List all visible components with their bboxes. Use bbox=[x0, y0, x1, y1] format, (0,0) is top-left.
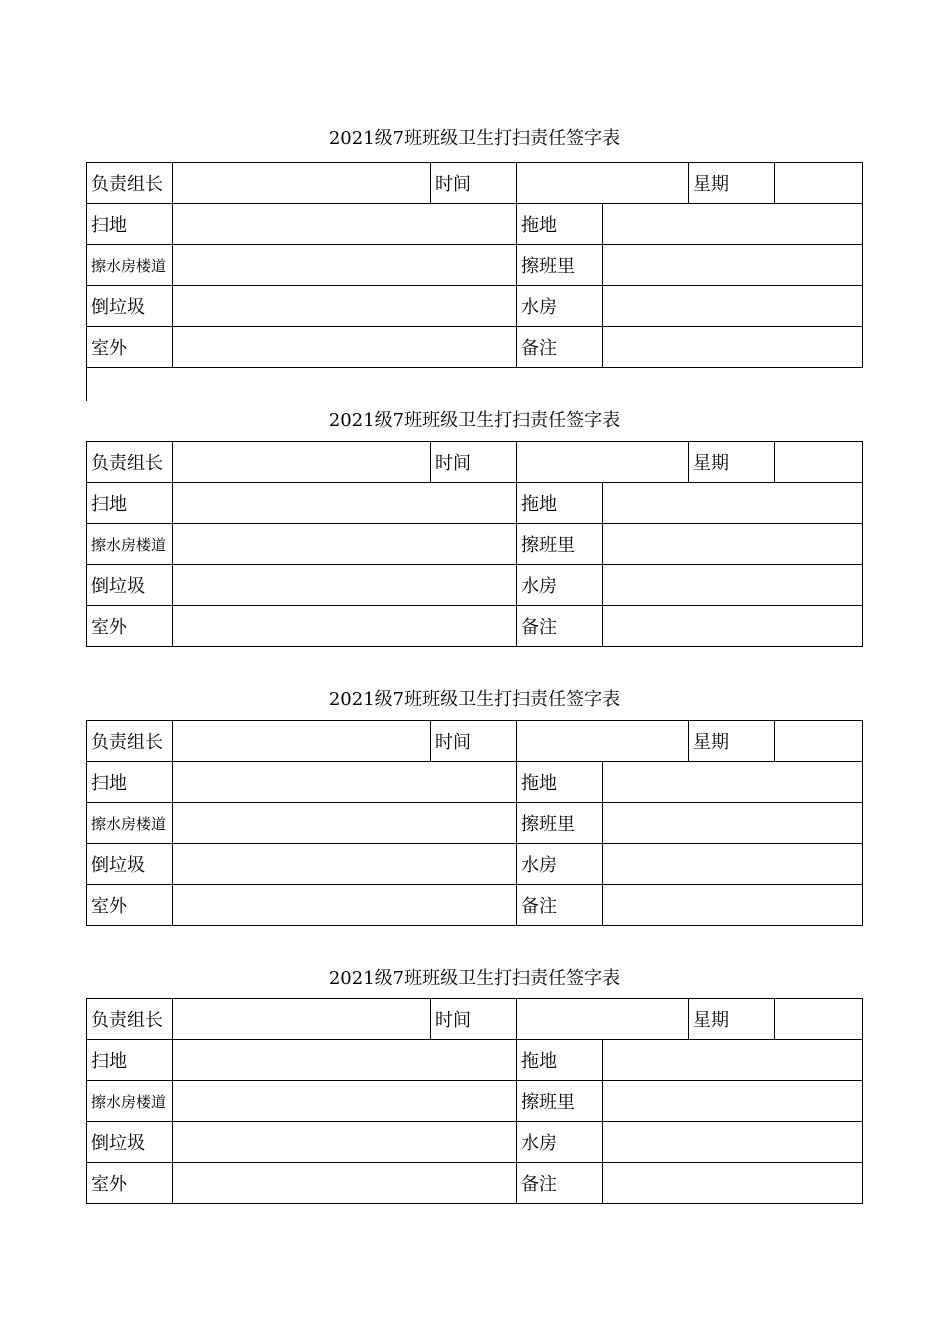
task-sign-cell[interactable] bbox=[173, 803, 517, 844]
task-sign-cell[interactable] bbox=[173, 1081, 517, 1122]
task-sign-cell[interactable] bbox=[173, 204, 517, 245]
table-row bbox=[87, 1081, 863, 1122]
weekday-value-cell[interactable] bbox=[775, 721, 863, 762]
task-sign-cell[interactable] bbox=[173, 1122, 517, 1163]
table-row bbox=[87, 286, 863, 327]
task-sign-cell[interactable] bbox=[173, 606, 517, 647]
table-row bbox=[87, 762, 863, 803]
task-label: 备注 bbox=[517, 327, 603, 368]
table-row bbox=[87, 1163, 863, 1204]
table-row bbox=[87, 204, 863, 245]
task-label: 扫地 bbox=[87, 1040, 173, 1081]
duty-sign-table bbox=[86, 162, 863, 368]
task-label: 扫地 bbox=[87, 483, 173, 524]
task-sign-cell[interactable] bbox=[173, 844, 517, 885]
table-row bbox=[87, 844, 863, 885]
task-sign-cell[interactable] bbox=[603, 1163, 863, 1204]
table-row bbox=[87, 163, 863, 204]
task-label: 拖地 bbox=[517, 762, 603, 803]
leader-value-cell[interactable] bbox=[173, 442, 431, 483]
table-row bbox=[87, 565, 863, 606]
task-label: 擦班里 bbox=[517, 1081, 603, 1122]
task-sign-cell[interactable] bbox=[173, 524, 517, 565]
duty-sign-table bbox=[86, 998, 863, 1204]
table-row bbox=[87, 327, 863, 368]
task-label: 擦班里 bbox=[517, 524, 603, 565]
task-sign-cell[interactable] bbox=[603, 327, 863, 368]
task-label: 室外 bbox=[87, 885, 173, 926]
task-label: 倒垃圾 bbox=[87, 565, 173, 606]
task-sign-cell[interactable] bbox=[603, 1122, 863, 1163]
sheet-title: 2021级7班班级卫生打扫责任签字表 bbox=[328, 410, 621, 431]
task-label: 拖地 bbox=[517, 204, 603, 245]
task-label: 倒垃圾 bbox=[87, 844, 173, 885]
task-label: 室外 bbox=[87, 606, 173, 647]
task-sign-cell[interactable] bbox=[173, 1040, 517, 1081]
leader-value-cell[interactable] bbox=[173, 999, 431, 1040]
time-value-cell[interactable] bbox=[517, 442, 689, 483]
task-label: 水房 bbox=[517, 1122, 603, 1163]
weekday-label: 星期 bbox=[689, 163, 775, 204]
leader-label: 负责组长 bbox=[87, 721, 173, 762]
task-label: 擦班里 bbox=[517, 245, 603, 286]
leader-label: 负责组长 bbox=[87, 163, 173, 204]
task-label: 水房 bbox=[517, 844, 603, 885]
task-sign-cell[interactable] bbox=[603, 565, 863, 606]
sheet-title: 2021级7班班级卫生打扫责任签字表 bbox=[328, 128, 621, 149]
table-row bbox=[87, 1122, 863, 1163]
task-sign-cell[interactable] bbox=[173, 565, 517, 606]
task-sign-cell[interactable] bbox=[603, 606, 863, 647]
leader-label: 负责组长 bbox=[87, 442, 173, 483]
task-label: 拖地 bbox=[517, 483, 603, 524]
table-row bbox=[87, 245, 863, 286]
task-sign-cell[interactable] bbox=[603, 1081, 863, 1122]
weekday-value-cell[interactable] bbox=[775, 999, 863, 1040]
task-sign-cell[interactable] bbox=[603, 885, 863, 926]
task-label: 水房 bbox=[517, 565, 603, 606]
task-label: 擦班里 bbox=[517, 803, 603, 844]
task-sign-cell[interactable] bbox=[603, 524, 863, 565]
sheet-title: 2021级7班班级卫生打扫责任签字表 bbox=[328, 689, 621, 710]
task-sign-cell[interactable] bbox=[173, 1163, 517, 1204]
weekday-label: 星期 bbox=[689, 442, 775, 483]
task-sign-cell[interactable] bbox=[173, 286, 517, 327]
time-value-cell[interactable] bbox=[517, 721, 689, 762]
task-sign-cell[interactable] bbox=[173, 327, 517, 368]
table-row bbox=[87, 1040, 863, 1081]
time-label: 时间 bbox=[431, 442, 517, 483]
table-row bbox=[87, 606, 863, 647]
task-label: 倒垃圾 bbox=[87, 286, 173, 327]
weekday-label: 星期 bbox=[689, 721, 775, 762]
leader-value-cell[interactable] bbox=[173, 163, 431, 204]
time-label: 时间 bbox=[431, 721, 517, 762]
task-label: 扫地 bbox=[87, 204, 173, 245]
task-label: 扫地 bbox=[87, 762, 173, 803]
border-line bbox=[86, 361, 87, 401]
task-sign-cell[interactable] bbox=[173, 885, 517, 926]
time-value-cell[interactable] bbox=[517, 999, 689, 1040]
task-sign-cell[interactable] bbox=[603, 762, 863, 803]
time-label: 时间 bbox=[431, 163, 517, 204]
duty-sign-table bbox=[86, 441, 863, 647]
table-row bbox=[87, 885, 863, 926]
task-label: 擦水房楼道 bbox=[87, 524, 173, 565]
task-label: 备注 bbox=[517, 606, 603, 647]
task-sign-cell[interactable] bbox=[173, 245, 517, 286]
task-label: 擦水房楼道 bbox=[87, 1081, 173, 1122]
task-sign-cell[interactable] bbox=[603, 286, 863, 327]
task-label: 擦水房楼道 bbox=[87, 803, 173, 844]
task-label: 备注 bbox=[517, 885, 603, 926]
leader-value-cell[interactable] bbox=[173, 721, 431, 762]
table-row bbox=[87, 999, 863, 1040]
time-label: 时间 bbox=[431, 999, 517, 1040]
table-row bbox=[87, 483, 863, 524]
task-label: 水房 bbox=[517, 286, 603, 327]
task-sign-cell[interactable] bbox=[603, 245, 863, 286]
task-label: 拖地 bbox=[517, 1040, 603, 1081]
weekday-value-cell[interactable] bbox=[775, 442, 863, 483]
table-row bbox=[87, 442, 863, 483]
task-sign-cell[interactable] bbox=[173, 762, 517, 803]
time-value-cell[interactable] bbox=[517, 163, 689, 204]
weekday-value-cell[interactable] bbox=[775, 163, 863, 204]
task-sign-cell[interactable] bbox=[603, 844, 863, 885]
leader-label: 负责组长 bbox=[87, 999, 173, 1040]
task-sign-cell[interactable] bbox=[603, 803, 863, 844]
task-sign-cell[interactable] bbox=[603, 204, 863, 245]
duty-sign-table bbox=[86, 720, 863, 926]
task-sign-cell[interactable] bbox=[173, 483, 517, 524]
task-sign-cell[interactable] bbox=[603, 1040, 863, 1081]
task-label: 倒垃圾 bbox=[87, 1122, 173, 1163]
task-sign-cell[interactable] bbox=[603, 483, 863, 524]
table-row bbox=[87, 803, 863, 844]
task-label: 备注 bbox=[517, 1163, 603, 1204]
table-row bbox=[87, 524, 863, 565]
table-row bbox=[87, 721, 863, 762]
task-label: 室外 bbox=[87, 327, 173, 368]
sheet-title: 2021级7班班级卫生打扫责任签字表 bbox=[328, 968, 621, 989]
weekday-label: 星期 bbox=[689, 999, 775, 1040]
task-label: 擦水房楼道 bbox=[87, 245, 173, 286]
task-label: 室外 bbox=[87, 1163, 173, 1204]
